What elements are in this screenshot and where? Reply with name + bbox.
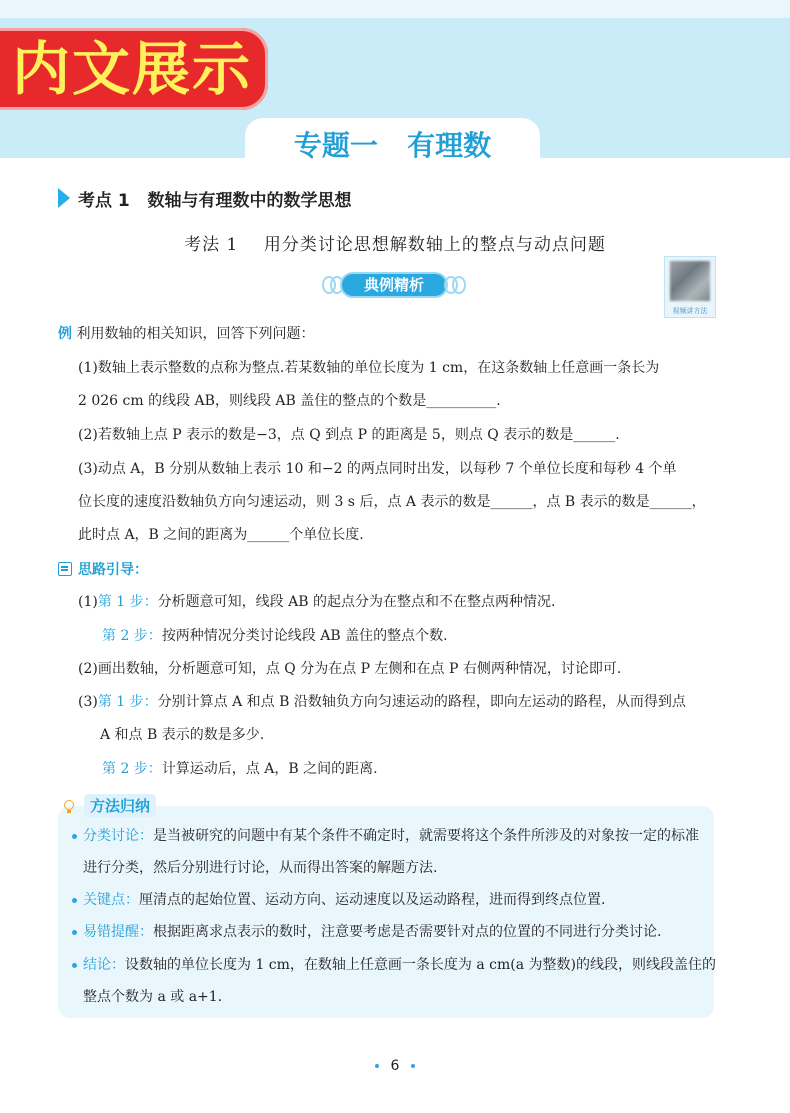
ring-decoration-icon: [452, 276, 466, 294]
bullet-icon: [72, 834, 77, 839]
bullet-icon: [72, 898, 77, 903]
summary-title: 方法归纳: [84, 794, 156, 817]
summary-item-2-key: 关键点：: [83, 892, 139, 908]
question-1-line-2: 2 026 cm 的线段 AB，则线段 AB 盖住的整点的个数是__________.: [78, 393, 501, 409]
hints-title: 思路引导：: [78, 562, 148, 578]
question-2: (2)若数轴上点 P 表示的数是−3，点 Q 到点 P 的距离是 5，则点 Q 表示的数是______.: [78, 427, 620, 443]
example-tag: 例: [58, 326, 72, 342]
summary-item-4: [72, 955, 716, 975]
banner-text: 内文展示: [12, 35, 253, 103]
example-badge-label: 典例精析: [363, 276, 424, 294]
hint-3-step: 第 1 步：: [97, 694, 158, 710]
hints-heading: [58, 559, 148, 579]
summary-item-2: [72, 890, 605, 910]
summary-heading: [60, 794, 156, 817]
hint-3b-step: 第 2 步：: [102, 761, 162, 777]
summary-item-1-line-2: 进行分类，然后分别进行讨论，从而得出答案的解题方法.: [83, 860, 438, 876]
question-1-line-1: (1)数轴上表示整数的点称为整点.若某数轴的单位长度为 1 cm，在这条数轴上任意画一条长为: [78, 360, 660, 376]
summary-item-4-line-2: 整点个数为 a 或 a+1.: [83, 989, 223, 1005]
video-qr-code[interactable]: [664, 256, 716, 318]
hint-3-line: [78, 692, 686, 712]
bullet-icon: [72, 930, 77, 935]
hint-1b-line: [102, 626, 448, 646]
summary-item-3: [72, 922, 661, 942]
method-title: 考法 1 用分类讨论思想解数轴上的整点与动点问题: [184, 235, 606, 255]
section-heading: [58, 185, 352, 211]
example-badge: [322, 272, 466, 300]
hint-1-line: [78, 592, 555, 612]
hint-1b-step: 第 2 步：: [102, 628, 162, 644]
summary-item-2-text: 厘清点的起始位置、运动方向、运动速度以及运动路程，进而得到终点位置.: [139, 892, 606, 908]
question-3-line-3: 此时点 A，B 之间的距离为______个单位长度.: [78, 527, 364, 543]
hint-1-text: 分析题意可知，线段 AB 的起点分为在整点和不在整点两种情况.: [157, 594, 556, 610]
hint-3b-line: [102, 759, 378, 779]
summary-item-4-text: 设数轴的单位长度为 1 cm，在数轴上任意画一条长度为 a cm(a 为整数)的线段，则线段盖住的: [125, 957, 717, 973]
summary-item-1-text: 是当被研究的问题中有某个条件不确定时，就需要将这个条件所涉及的对象按一定的标准: [153, 828, 699, 844]
bullet-icon: [72, 963, 77, 968]
header-strip: [0, 0, 790, 18]
chevron-right-icon: [58, 188, 70, 208]
hint-1-step: 第 1 步：: [97, 594, 158, 610]
hint-3-prefix: (3): [78, 694, 98, 710]
summary-item-3-text: 根据距离求点表示的数时，注意要考虑是否需要针对点的位置的不同进行分类讨论.: [153, 924, 662, 940]
showcase-banner: [0, 28, 268, 110]
qr-code-image: [670, 261, 710, 301]
qr-caption: 视频讲方法: [672, 307, 708, 315]
topic-title: 专题一 有理数: [293, 129, 492, 162]
summary-item-4-key: 结论：: [83, 957, 125, 973]
notes-icon: [58, 562, 72, 576]
question-3-line-1: (3)动点 A，B 分别从数轴上表示 10 和−2 的两点同时出发，以每秒 7 个单位长度和每秒 4 个单: [78, 461, 677, 477]
question-3-line-2: 位长度的速度沿数轴负方向匀速运动，则 3 s 后，点 A 表示的数是______，点 B 表示的数是______，: [78, 494, 706, 510]
example-pill: [340, 272, 448, 298]
summary-item-1-key: 分类讨论：: [83, 828, 153, 844]
summary-item-3-key: 易错提醒：: [83, 924, 153, 940]
hint-3-line-2: A 和点 B 表示的数是多少.: [100, 727, 265, 743]
lightbulb-icon: [60, 797, 78, 815]
section-title: 考点 1 数轴与有理数中的数学思想: [78, 190, 352, 211]
topic-title-tab: [245, 118, 540, 168]
page-number: [0, 1058, 790, 1074]
dot-icon: [375, 1064, 379, 1068]
example-intro-line: [58, 324, 314, 344]
hint-1b-text: 按两种情况分类讨论线段 AB 盖住的整点个数.: [161, 628, 448, 644]
example-intro: 利用数轴的相关知识，回答下列问题：: [76, 326, 315, 342]
page-number-text: 6: [390, 1058, 400, 1074]
hint-2-line: (2)画出数轴，分析题意可知，点 Q 分为在点 P 左侧和在点 P 右侧两种情况，讨论即可.: [78, 661, 622, 677]
hint-1-prefix: (1): [78, 594, 98, 610]
summary-item-1: [72, 826, 699, 846]
dot-icon: [411, 1064, 415, 1068]
hint-3-text: 分别计算点 A 和点 B 沿数轴负方向匀速运动的路程，即向左运动的路程，从而得到点: [157, 694, 686, 710]
hint-3b-text: 计算运动后，点 A，B 之间的距离.: [161, 761, 378, 777]
